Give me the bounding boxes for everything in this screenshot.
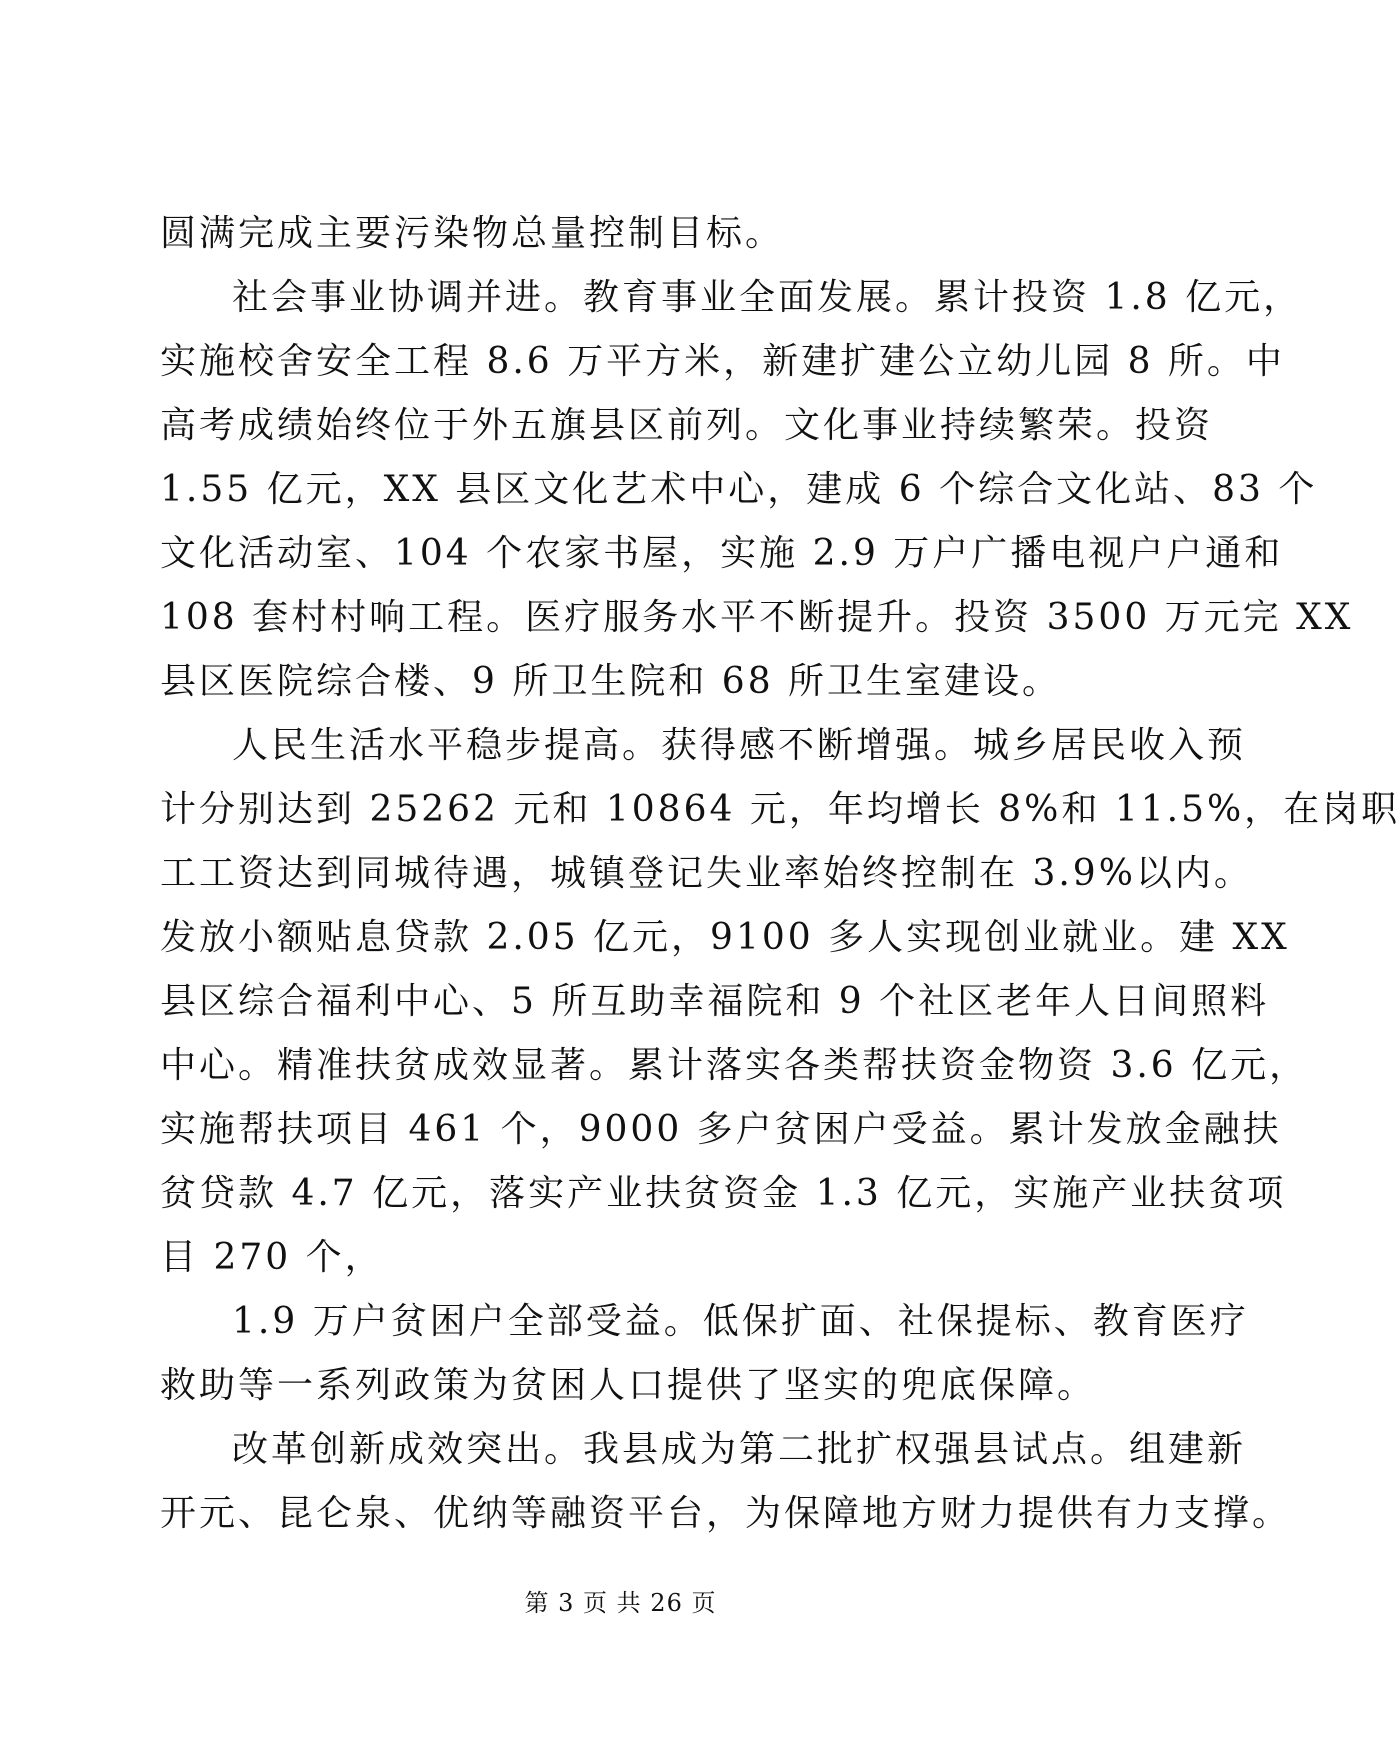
text-line: 县区医院综合楼、9 所卫生院和 68 所卫生室建设。 xyxy=(160,661,1062,702)
paragraph-start-line: 人民生活水平稳步提高。获得感不断增强。城乡居民收入预 xyxy=(232,725,1247,766)
paragraph-start-line: 1.9 万户贫困户全部受益。低保扩面、社保提标、教育医疗 xyxy=(232,1301,1249,1342)
text-line: 文化活动室、104 个农家书屋，实施 2.9 万户广播电视户户通和 xyxy=(160,533,1284,574)
text-line: 计分别达到 25262 元和 10864 元，年均增长 8%和 11.5%，在岗职 xyxy=(160,789,1400,830)
text-line: 圆满完成主要污染物总量控制目标。 xyxy=(160,213,785,254)
text-line: 1.55 亿元，XX 县区文化艺术中心，建成 6 个综合文化站、83 个 xyxy=(160,469,1318,510)
text-line: 108 套村村响工程。医疗服务水平不断提升。投资 3500 万元完 XX xyxy=(160,597,1354,638)
text-line: 中心。精准扶贫成效显著。累计落实各类帮扶资金物资 3.6 亿元， xyxy=(160,1045,1309,1086)
text-line: 实施帮扶项目 461 个，9000 多户贫困户受益。累计发放金融扶 xyxy=(160,1109,1282,1150)
text-line: 开元、昆仑泉、优纳等融资平台，为保障地方财力提供有力支撑。 xyxy=(160,1493,1292,1534)
paragraph-start-line: 社会事业协调并进。教育事业全面发展。累计投资 1.8 亿元， xyxy=(232,277,1303,318)
text-line: 高考成绩始终位于外五旗县区前列。文化事业持续繁荣。投资 xyxy=(160,405,1214,446)
paragraph-start-line: 改革创新成效突出。我县成为第二批扩权强县试点。组建新 xyxy=(232,1429,1247,1470)
text-line: 贫贷款 4.7 亿元，落实产业扶贫资金 1.3 亿元，实施产业扶贫项 xyxy=(160,1173,1287,1214)
text-line: 县区综合福利中心、5 所互助幸福院和 9 个社区老年人日间照料 xyxy=(160,981,1270,1022)
text-line: 实施校舍安全工程 8.6 万平方米，新建扩建公立幼儿园 8 所。中 xyxy=(160,341,1285,382)
text-line: 目 270 个， xyxy=(160,1237,384,1278)
text-line: 救助等一系列政策为贫困人口提供了坚实的兜底保障。 xyxy=(160,1365,1097,1406)
text-line: 工工资达到同城待遇，城镇登记失业率始终控制在 3.9%以内。 xyxy=(160,853,1253,894)
text-line: 发放小额贴息贷款 2.05 亿元，9100 多人实现创业就业。建 XX xyxy=(160,917,1290,958)
page-number-footer: 第 3 页 共 26 页 xyxy=(524,1589,717,1617)
